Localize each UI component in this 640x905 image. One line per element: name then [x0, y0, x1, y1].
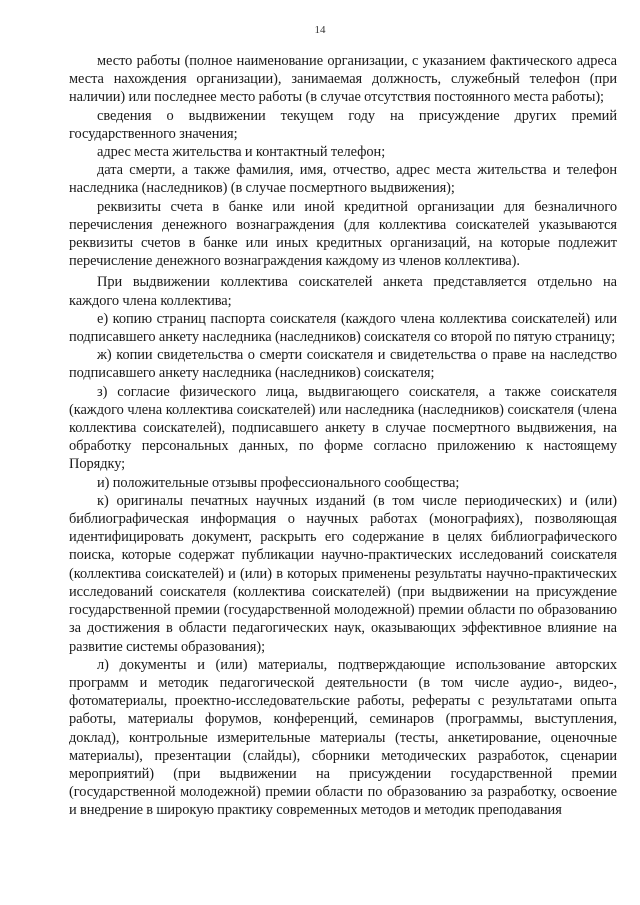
page-number: 14	[314, 24, 326, 36]
paragraph-address: адрес места жительства и контактный телефон;	[97, 144, 386, 161]
paragraph-item-k: к) оригиналы печатных научных изданий (в том числе периодических) и (или) библиографическая информация о научных работах (монографиях), позволяющая идентифицировать документ, раскрыть его содержание в целях библиографического поиска, которые содержат публикации научно-практических исследований соискателя (коллектива соискателей) и (или) в которых применены результаты научно-практических исследований соискателя (коллектива соискателей) (при выдвижении на присуждение государственной премии (государственной молодежной) премии области по образованию за достижения в области педагогических наук, оказывающих эффективное влияние на развитие системы образования);	[69, 492, 617, 655]
paragraph-item-l: л) документы и (или) материалы, подтверждающие использование авторских программ и методик педагогической деятельности (в том числе аудио-, видео-, фотоматериалы, проектно-исследовательские работы, рефераты с результатами опыта работы, материалы форумов, конференций, семинаров (программы, выступления, доклад), контрольные измерительные материалы (тесты, анкетирование, оценочные материалы), презентации (слайды), сборники методических разработок, сценарии мероприятий) (при выдвижении на присуждении государственной премии (государственной молодежной) премии области по образованию за разработку, освоение и внедрение в широкую практику современных методов и методик преподавания	[69, 656, 617, 819]
paragraph-item-z: з) согласие физического лица, выдвигающего соискателя, а также соискателя (каждого члена коллектива соискателей) или наследника (наследников) соискателя (члена коллектива соискателей), подписавшего анкету в случае посмертного выдвижения, на обработку персональных данных, по форме согласно приложению к настоящему Порядку;	[69, 383, 617, 473]
paragraph-item-zh: ж) копии свидетельства о смерти соискателя и свидетельства о праве на наследство подписавшего анкету наследника (наследников) соискателя;	[69, 347, 617, 382]
paragraph-work-place: место работы (полное наименование организации, с указанием фактического адреса места нахождения организации), занимаемая должность, служебный телефон (при наличии) или последнее место работы (в случае отсутствия постоянного места работы);	[69, 53, 617, 106]
paragraph-item-i: и) положительные отзывы профессионального сообщества;	[97, 474, 460, 491]
body-text	[69, 52, 617, 820]
paragraph-other-prizes: сведения о выдвижении текущем году на присуждение других премий государственного значения;	[69, 107, 617, 142]
paragraph-item-e: е) копию страниц паспорта соискателя (каждого члена коллектива соискателей) или подписавшего анкету наследника (наследников) соискателя со второй по пятую страницу;	[69, 310, 617, 346]
paragraph-death-date: дата смерти, а также фамилия, имя, отчество, адрес места жительства и телефон наследника (наследников) (в случае посмертного выдвижения);	[69, 162, 617, 197]
paragraph-bank-details: реквизиты счета в банке или иной кредитной организации для безналичного перечисления денежного вознаграждения (для коллектива соискателей указываются реквизиты счетов в банке или иных кредитных организаций, на которые подлежит перечисление денежного вознаграждения каждому из членов коллектива).	[69, 198, 617, 270]
paragraph-collective-form: При выдвижении коллектива соискателей анкета представляется отдельно на каждого члена коллектива;	[69, 274, 617, 309]
